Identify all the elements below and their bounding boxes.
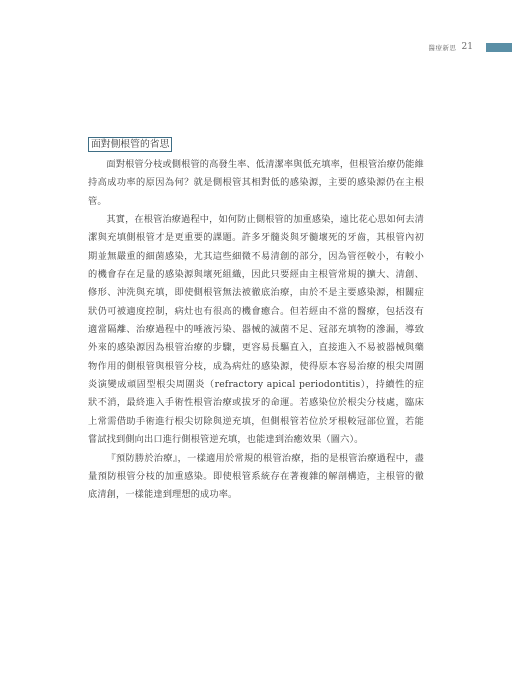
running-header-title: 醫療新思 [428, 43, 457, 52]
section-heading: 面對側根管的省思 [88, 137, 172, 152]
header-accent-bar [486, 43, 512, 52]
page-header [429, 42, 512, 52]
page-number: 21 [461, 42, 473, 52]
paragraph: 其實，在根管治療過程中，如何防止側根管的加重感染，遠比花心思如何去清潔與充填側根管才是更重要的課題。許多牙髓炎與牙髓壞死的牙齒，其根管內初期並無嚴重的細菌感染，尤其這些細微不易清創的部分，因為管徑較小，有較小的機會存在足量的感染源與壞死組織，因此只要經由主根管常規的擴大、清創、修形、沖洗與充填，即使側根管無法被徹底治療，由於不是主要感染源，相關症狀仍可被適度控制，病灶也有很高的機會癒合。但若經由不當的醫療，包括沒有適當隔離、治療過程中的唾液污染、器械的滅菌不足、冠部充填物的滲漏，導致外來的感染源因為根管治療的步驟，更容易長驅直入，直接進入不易被器械與藥物作用的側根管與根管分枝，成為病灶的感染源，使得原本容易治療的根尖周圍炎演變成頑固型根尖周圍炎（refractory apical periodontitis），持續性的症狀不消，最終進入手術性根管治療或拔牙的命運。若感染位於根尖分枝處，臨床上常需借助手術進行根尖切除與逆充填，但側根管若位於牙根較冠部位置，若能嘗試找到側向出口進行側根管逆充填，也能達到治癒效果（圖六）。 [88, 214, 424, 446]
paragraph: 面對根管分枝或側根管的高發生率、低清潔率與低充填率，但根管治療仍能維持高成功率的原因為何？就是側根管其相對低的感染源，主要的感染源仍在主根管。 [88, 159, 424, 207]
article-body [88, 132, 424, 505]
paragraph: 『預防勝於治療』，一樣適用於常規的根管治療，指的是根管治療過程中，盡量預防根管分枝的加重感染。即使根管系統存在著複雜的解剖構造，主根管的徹底清創，一樣能達到理想的成功率。 [88, 452, 424, 501]
